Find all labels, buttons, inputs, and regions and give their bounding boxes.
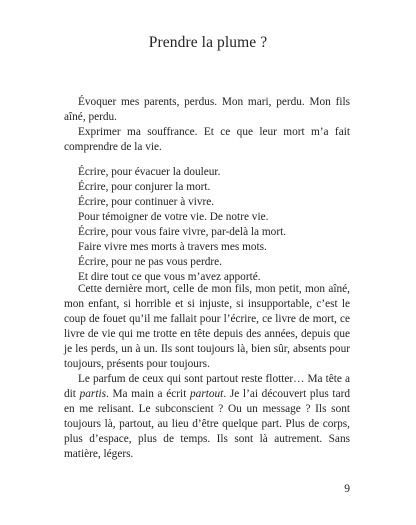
verse-line: Écrire, pour vous faire vivre, par-delà la mort. bbox=[78, 226, 287, 238]
verse-line: Et dire tout ce que vous m’avez apporté. bbox=[78, 271, 261, 283]
verse-list bbox=[64, 165, 350, 285]
intro-paragraph: Exprimer ma souffrance. Et ce que leur mort m’a fait comprendre de la vie. bbox=[64, 126, 350, 153]
body-paragraph: Le parfum de ceux qui sont partout reste flotter… Ma tête a dit partis. Ma main a écrit partout. Je l’ai découvert plus tard en me relisant. Le subconscient ? Ou un message ? Ils sont toujours là, partout, au lieu d’être quelque part. Plus de corps, plus d’espace, plus de temps. Ils sont là autrement. Sans matière, légers. bbox=[64, 373, 350, 460]
intro-section bbox=[64, 95, 350, 155]
intro-paragraph: Évoquer mes parents, perdus. Mon mari, perdu. Mon fils aîné, perdu. bbox=[64, 96, 350, 123]
verse-line: Faire vivre mes morts à travers mes mots. bbox=[78, 241, 267, 253]
verse-line: Écrire, pour ne pas vous perdre. bbox=[78, 256, 222, 268]
verse-line: Écrire, pour évacuer la douleur. bbox=[78, 166, 221, 178]
page-title: Prendre la plume ? bbox=[148, 34, 268, 51]
closing-section bbox=[64, 282, 350, 462]
verse-line: Écrire, pour continuer à vivre. bbox=[78, 196, 215, 208]
verse-line: Écrire, pour conjurer la mort. bbox=[78, 181, 211, 193]
page-number: 9 bbox=[344, 483, 350, 495]
body-paragraph: Cette dernière mort, celle de mon fils, mon petit, mon aîné, mon enfant, si horrible et si injuste, si insupportable, c’est le coup de fouet qu’il me fallait pour l’écrire, ce livre de mort, ce livre de vie qui me trotte en tête depuis des années, depuis que je les perds, un à un. Ils sont toujours là, bien sûr, absents pour toujours, présents pour toujours. bbox=[64, 283, 350, 370]
verse-line: Pour témoigner de votre vie. De notre vie. bbox=[78, 211, 269, 223]
